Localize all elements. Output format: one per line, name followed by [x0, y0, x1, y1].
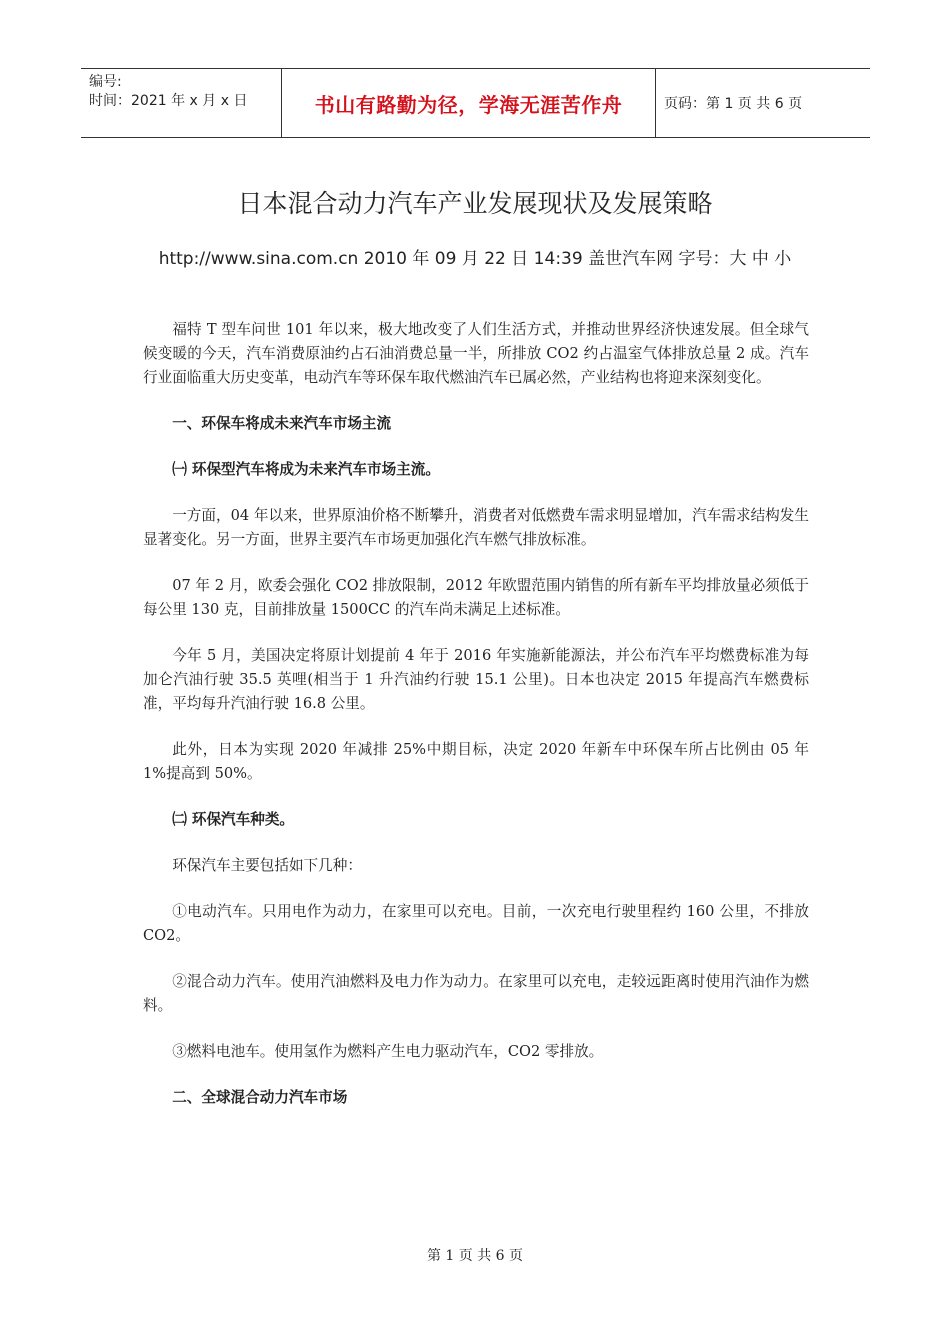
- body-paragraph: 环保汽车主要包括如下几种：: [172, 857, 362, 874]
- article-title: 日本混合动力汽车产业发展现状及发展策略: [237, 189, 713, 218]
- header-page-code: [656, 69, 870, 137]
- body-paragraph: 今年 5 月，美国决定将原计划提前 4 年于 2016 年实施新能源法，并公布汽车平均燃费标准为每加仑汽油行驶 35.5 英哩(相当于 1 升汽油约行驶 15.1 公里)。日本也决定 2015 年提高汽车燃费标准，平均每升汽油行驶 16.8 公里。: [143, 647, 809, 712]
- section-heading: 一、环保车将成未来汽车市场主流: [172, 415, 392, 432]
- header-motto-cell: [281, 69, 656, 137]
- page-footer: 第 1 页 共 6 页: [426, 1248, 524, 1264]
- body-paragraph: 07 年 2 月，欧委会强化 CO2 排放限制，2012 年欧盟范围内销售的所有新车平均排放量必须低于每公里 130 克，目前排放量 1500CC 的汽车尚未满足上述标准。: [143, 577, 809, 618]
- body-paragraph: 此外，日本为实现 2020 年减排 25%中期目标，决定 2020 年新车中环保车所占比例由 05 年 1%提高到 50%。: [143, 741, 809, 782]
- article-source-line: http://www.sina.com.cn 2010 年 09 月 22 日 14:39 盖世汽车网 字号：大 中 小: [158, 249, 792, 269]
- article-body: [143, 318, 809, 1132]
- motto-text: 书山有路勤为径，学海无涯苦作舟: [314, 92, 623, 117]
- subsection-heading: ㈡ 环保汽车种类。: [172, 811, 295, 828]
- body-paragraph: 福特 T 型车问世 101 年以来，极大地改变了人们生活方式，并推动世界经济快速发展。但全球气候变暖的今天，汽车消费原油约占石油消费总量一半，所排放 CO2 约占温室气体排放总量 2 成。汽车行业面临重大历史变革，电动汽车等环保车取代燃油汽车已属必然，产业结构也将迎来深刻变化。: [143, 321, 809, 386]
- section-heading: 二、全球混合动力汽车市场: [172, 1089, 348, 1106]
- time-label: 时间：2021 年 x 月 x 日: [89, 93, 248, 109]
- body-paragraph: 一方面，04 年以来，世界原油价格不断攀升，消费者对低燃费车需求明显增加，汽车需求结构发生显著变化。另一方面，世界主要汽车市场更加强化汽车燃气排放标准。: [143, 507, 809, 548]
- header-meta: [81, 69, 281, 137]
- serial-label: 编号:: [89, 74, 122, 90]
- list-item: ③燃料电池车。使用氢作为燃料产生电力驱动汽车，CO2 零排放。: [172, 1043, 604, 1060]
- list-item: ①电动汽车。只用电作为动力，在家里可以充电。目前，一次充电行驶里程约 160 公里，不排放 CO2。: [143, 903, 809, 944]
- subsection-heading: ㈠ 环保型汽车将成为未来汽车市场主流。: [172, 461, 440, 478]
- page-code-text: 页码：第 1 页 共 6 页: [664, 96, 803, 112]
- document-header: [81, 68, 870, 138]
- list-item: ②混合动力汽车。使用汽油燃料及电力作为动力。在家里可以充电，走较远距离时使用汽油作为燃料。: [143, 973, 809, 1014]
